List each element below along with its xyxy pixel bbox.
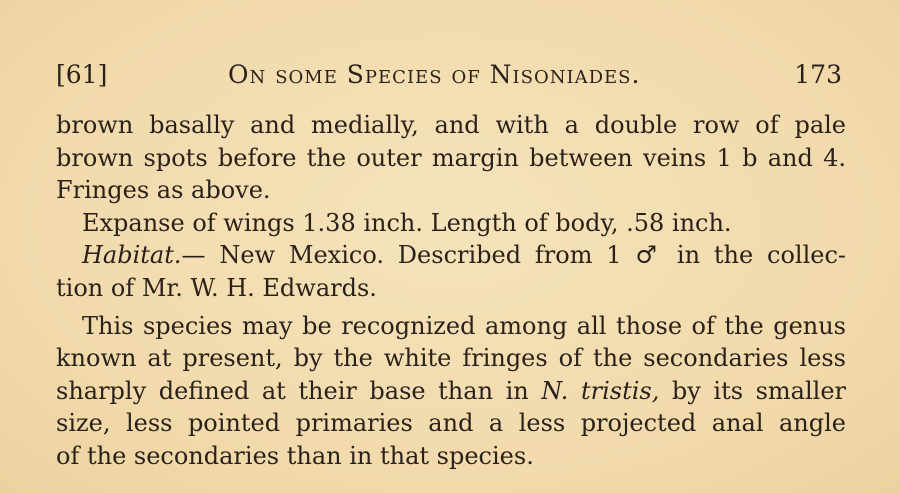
habitat-label: Habitat. xyxy=(82,241,182,270)
page-title: On some Species of Nisoniades. xyxy=(228,60,641,89)
text-segment: by its smaller xyxy=(659,376,847,405)
text-line: known at present, by the white fringes of the secondaries less xyxy=(56,344,846,373)
text-line: tion of Mr. W. H. Edwards. xyxy=(56,273,377,302)
text-line: This species may be recognized among all those of the genus xyxy=(82,311,846,340)
species-name: N. tristis, xyxy=(541,376,660,405)
text-line: brown basally and medially, and with a double row of pale xyxy=(56,111,846,139)
plate-number: [61] xyxy=(56,60,108,89)
habitat-text: New Mexico. Described from 1 ♂ in the collec- xyxy=(205,241,846,270)
habitat-dash: — xyxy=(181,241,206,270)
habitat-line xyxy=(56,239,846,272)
text-segment: sharply defined at their base than in xyxy=(56,376,542,405)
text-line: brown spots before the outer margin between veins 1 b and 4. xyxy=(56,143,846,172)
running-header xyxy=(56,58,842,92)
body-text xyxy=(56,109,846,473)
text-line: of the secondaries than in that species. xyxy=(56,441,534,470)
page-number: 173 xyxy=(794,60,842,89)
text-line xyxy=(56,375,846,408)
expanse-line: Expanse of wings 1.38 inch. Length of body, .58 inch. xyxy=(82,208,732,237)
text-line: size, less pointed primaries and a less projected anal angle xyxy=(56,409,846,438)
text-line: Fringes as above. xyxy=(56,176,271,205)
